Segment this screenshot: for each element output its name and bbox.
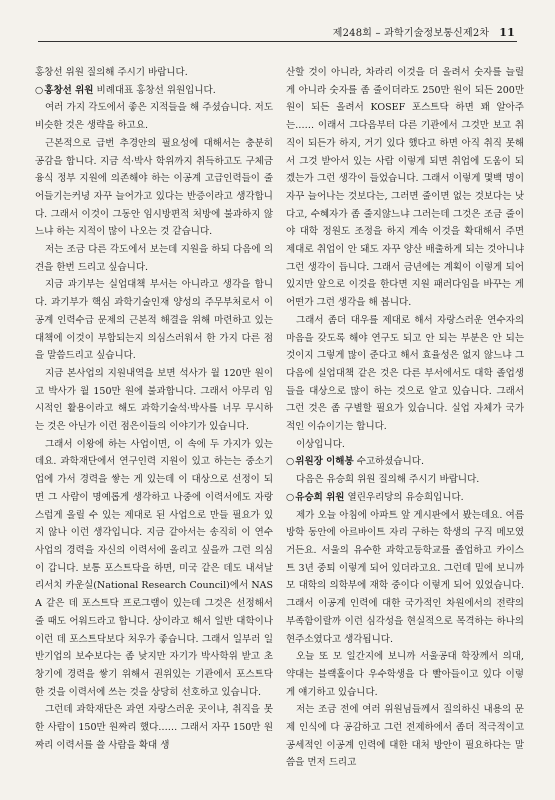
page-number: 11: [499, 26, 515, 39]
speaker-marker: ○: [286, 456, 295, 468]
speaker-text: 수고하셨습니다.: [356, 456, 424, 468]
right-column: [286, 64, 524, 772]
continued-paragraph: 홍창선 위원 질의해 주시기 바랍니다.: [35, 67, 188, 78]
left-column: [35, 64, 273, 754]
paragraph: 지금 본사업의 지원내역을 보면 석사가 월 120만 원이고 박사가 월 150만 원에 불과합니다. 그래서 아무리 임시적인 활용이라고 해도 과학기술석·박사를 너무 무시하는 것은 아닌가 이런 점은이들의 이야기가 있습니다.: [35, 367, 273, 433]
speaker-name: 홍창선 위원: [44, 84, 94, 96]
paragraph: 저는 조금 다른 각도에서 보는데 지원을 하되 다음에 의견을 한번 드리고 싶습니다.: [35, 244, 273, 273]
speaker-text: 열린우리당의 유승희입니다.: [347, 491, 464, 503]
paragraph: 제가 오늘 아침에 아파트 앞 게시판에서 봤는데요. 여름방학 동안에 아르바이트 자리 구하는 학생의 구직 메모였거든요. 서울의 유수한 과학고등학교를 졸업하고 카이스트 3년 중퇴 이렇게 되어 있더라고요. 그런데 밑에 보니까 모 대학의 의학부에 재학 중이다 이렇게 되어 있었습니다. 그래서 이공계 인력에 대한 국가적인 차원에서의 전략의 부족함이랄까 이런 심각성을 현실적으로 목격하는 하나의 현주소였다고 생각됩니다.: [286, 509, 524, 645]
header-rule: [38, 41, 517, 42]
paragraph: 근본적으로 급번 추경안의 필요성에 대해서는 충분히 공감을 합니다. 지금 석·박사 학위까지 취득하고도 구체금융식 정부 지원에 의존해야 하는 이공계 고급인력들이 줄어들기는커녕 자꾸 늘어가고 있다는 반증이라고 생각합니다. 그래서 이것이 그동안 임시방편적 처방에 불과하지 않느냐 하는 지적이 많이 나오는 것 같습니다.: [35, 137, 273, 238]
speaker-name: 위원장 이해봉: [295, 456, 354, 468]
speaker-paragraph: [286, 489, 524, 507]
speaker-marker: ○: [35, 84, 44, 96]
speaker-label: [286, 492, 345, 503]
paragraph: 그래서 좀더 대우를 제대로 해서 자랑스러운 연수자의 마음을 갖도록 해야 연구도 되고 안 되는 부분은 안 되는 것이지 그렇게 많이 준다고 해서 효율성은 없지 않느냐 그다음에 실업대책 같은 것은 다른 부서에서도 대학 졸업생들을 대상으로 많이 하는 것으로 알고 있습니다. 그래서 그런 것은 좀 구별할 필요가 있습니다. 실업 자체가 국가적인 이슈이기는 합니다.: [286, 314, 524, 433]
page-header: [333, 24, 515, 39]
paragraph: 다음은 유승희 위원 질의해 주시기 바랍니다.: [296, 474, 480, 486]
paragraph: 저는 조금 전에 여러 위원님들께서 질의하신 내용의 문제 인식에 다 공감하고 그런 전제하에서 좀더 적극적이고 공세적인 이공계 인력에 대한 대처 방안이 필요하다는 말씀을 먼저 드리고: [286, 704, 524, 769]
speaker-text: 비례대표 홍창선 위원입니다.: [96, 84, 216, 96]
paragraph: 이상입니다.: [296, 438, 345, 450]
speaker-name: 유승희 위원: [295, 491, 345, 503]
paragraph: 오늘 또 모 일간지에 보니까 서울공대 학장께서 의대, 약대는 블랙홀이다 우수학생을 다 빨아들이고 있다 이렇게 얘기하고 있습니다.: [286, 651, 524, 698]
speaker-label: [35, 85, 94, 96]
paragraph: 그래서 이왕에 하는 사업이면, 이 속에 두 가지가 있는데요. 과학재단에서 연구인력 지원이 있고 하는는 중소기업에 가서 경력을 쌓는 게 있는데 이 대상으로 선정이 되면 그 사람이 명예롭게 생각하고 나중에 이력서에도 자랑스럽게 올릴 수 있는 제대로 된 사업으로 만들 필요가 있지 않나 이런 생각입니다. 지금 같아서는 송직히 이 연수사업의 경력을 자신의 이력서에 올리고 싶을까 그런 의심이 갑니다. 보통 포스트닥을 하면, 미국 같은 데도 내셔날 리서치 카운실(National Research Council)에서 NASA 같은 데 포스트닥 프로그램이 있는데 그것은 선정해서 줄 때도 어워드라고 합니다. 상이라고 해서 일반 대학이나 이런 데 포스트닥보다 처우가 좋습니다. 그래서 일부러 일반기업의 보수보다는 좀 낮지만 자기가 박사학위 받고 초창기에 경력을 쌓기 위해서 권위있는 기관에서 포스트닥 한 것을 이력서에 쓰는 것을 상당히 선호하고 있습니다.: [35, 438, 273, 698]
speaker-label: [286, 456, 354, 467]
speaker-paragraph: [286, 453, 524, 471]
paragraph: 여러 가지 각도에서 좋은 지적들을 해 주셨습니다. 저도 비슷한 것은 생략을 하고요.: [35, 102, 273, 132]
header-title: 제248회 – 과학기술정보통신제2차: [332, 28, 490, 39]
speaker-marker: ○: [286, 491, 295, 503]
paragraph: 지금 과기부는 실업대책 부서는 아니라고 생각을 합니다. 과기부가 핵심 과학기술인재 양성의 주무부처로서 이공계 인력수급 문제의 근본적 해결을 위해 마련하고 있는 대책에 이것이 부합되는지 의심스러워서 한 가지 다른 점을 말씀드리고 싶습니다.: [35, 279, 273, 362]
continued-paragraph: 산할 것이 아니라, 차라리 이것을 더 올려서 숫자를 늘릴 게 아니라 숫자를 좀 줄이더라도 250만 원이 되든 200만 원이 되든 올려서 KOSEF 포스트닥 하면 꽤 알아주는…… 이래서 그다음부터 다른 기관에서 그것만 보고 취직이 되든가 하지, 거기 있다 했다고 하면 아직 취직 못해서 그것 받아서 있는 사람 이렇게 되면 취업에 도움이 되겠는가 그런 생각이 들었습니다. 그래서 이렇게 몇백 명이 자꾸 늘어나는 것보다는, 그러면 줄이면 없는 것보다는 낫다고, 수혜자가 좀 줄지않느냐 그러는데 그것은 조금 줄이야 대학 정원도 조정을 하지 계속 이것을 확대해서 주면 제대로 취업이 안 돼도 자꾸 양산 배출하게 되는 것아니냐 그런 생각이 듭니다. 그래서 금년에는 계획이 이렇게 되어 있지만 앞으로 이것을 한다면 지원 패러다임을 바꾸는 게 어떤가 그런 생각을 해 봅니다.: [286, 67, 524, 309]
speaker-paragraph: [35, 82, 273, 100]
paragraph: 그런데 과학재단은 과연 자랑스러운 곳이냐, 취직을 못한 사람이 150만 원짜리 했다…… 그래서 자꾸 150만 원짜리 이력서를 쓸 사람을 확대 생: [35, 704, 273, 751]
